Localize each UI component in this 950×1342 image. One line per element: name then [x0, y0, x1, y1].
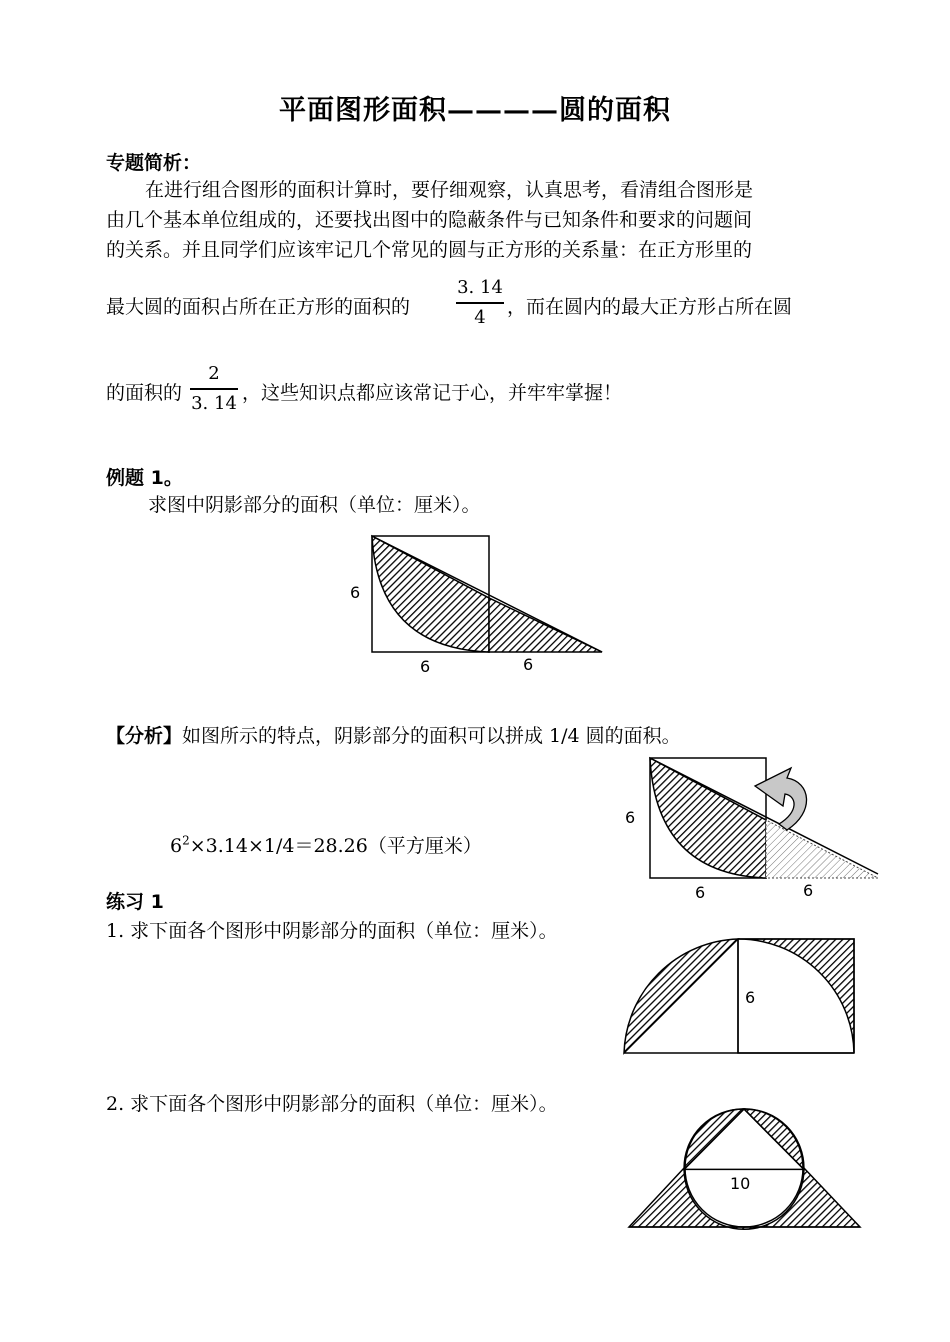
- label-bottom-triangle: 6: [523, 655, 534, 674]
- fraction-numerator: 3. 14: [457, 277, 503, 298]
- intro-line-3: 的关系。并且同学们应该牢记几个常见的圆与正方形的关系量：在正方形里的: [106, 239, 753, 261]
- analysis-text: 如图所示的特点，阴影部分的面积可以拼成 1/4 圆的面积。: [182, 725, 681, 747]
- example1-figure: [340, 530, 610, 680]
- circle-outline: [685, 1109, 803, 1227]
- analysis-line: [106, 721, 681, 748]
- label-side: 6: [625, 808, 636, 827]
- analysis-figure: [615, 752, 885, 904]
- intro-heading: 专题简析：: [106, 152, 202, 174]
- intro-line-5a: 的面积的: [106, 382, 183, 404]
- fraction-denominator: 3. 14: [191, 393, 237, 414]
- page-title: 平面图形面积————圆的面积: [279, 95, 671, 126]
- practice1-q1: 1. 求下面各个图形中阴影部分的面积（单位：厘米）。: [106, 920, 558, 942]
- shaded-quarter-circle: [650, 758, 766, 878]
- fraction-bar: [456, 302, 504, 304]
- label-bottom-square: 6: [695, 883, 706, 902]
- fraction-denominator: 4: [474, 307, 486, 328]
- shaded-segment: [372, 536, 489, 652]
- practice1-figure2: [620, 1103, 870, 1233]
- label-bottom-triangle: 6: [803, 881, 814, 900]
- intro-line-4a: 最大圆的面积占所在正方形的面积的: [106, 296, 411, 318]
- analysis-formula: [170, 831, 482, 858]
- practice1-heading: 练习 1: [106, 891, 164, 913]
- formula-base: 6: [170, 835, 183, 857]
- intro-line-1: 在进行组合图形的面积计算时，要仔细观察，认真思考，看清组合图形是: [145, 179, 754, 201]
- practice1-figure1: [620, 935, 860, 1061]
- practice1-q2: 2. 求下面各个图形中阴影部分的面积（单位：厘米）。: [106, 1093, 558, 1115]
- fraction-square-in-circle: [190, 363, 238, 415]
- intro-line-4b: ，而在圆内的最大正方形占所在圆: [507, 296, 793, 318]
- label-side: 6: [745, 988, 756, 1007]
- formula-exponent: 2: [182, 833, 190, 848]
- intro-line-2: 由几个基本单位组成的，还要找出图中的隐蔽条件与已知条件和要求的问题间: [106, 209, 753, 231]
- shaded-right-corner: [738, 939, 854, 1053]
- formula-rest: ×3.14×1/4＝28.26（平方厘米）: [189, 835, 482, 857]
- example1-question: 求图中阴影部分的面积（单位：厘米）。: [148, 494, 481, 516]
- fraction-circle-in-square: [456, 277, 504, 329]
- label-diameter: 10: [730, 1174, 751, 1193]
- label-bottom-square: 6: [420, 657, 431, 676]
- shaded-left-segment: [624, 939, 738, 1053]
- label-side: 6: [350, 583, 361, 602]
- analysis-heading: 【分析】: [106, 725, 183, 747]
- fraction-numerator: 2: [208, 363, 220, 384]
- example1-heading: 例题 1。: [106, 467, 183, 489]
- intro-line-5b: ，这些知识点都应该常记于心，并牢牢掌握！: [242, 382, 623, 404]
- moved-triangle: [766, 820, 878, 878]
- fraction-bar: [190, 388, 238, 390]
